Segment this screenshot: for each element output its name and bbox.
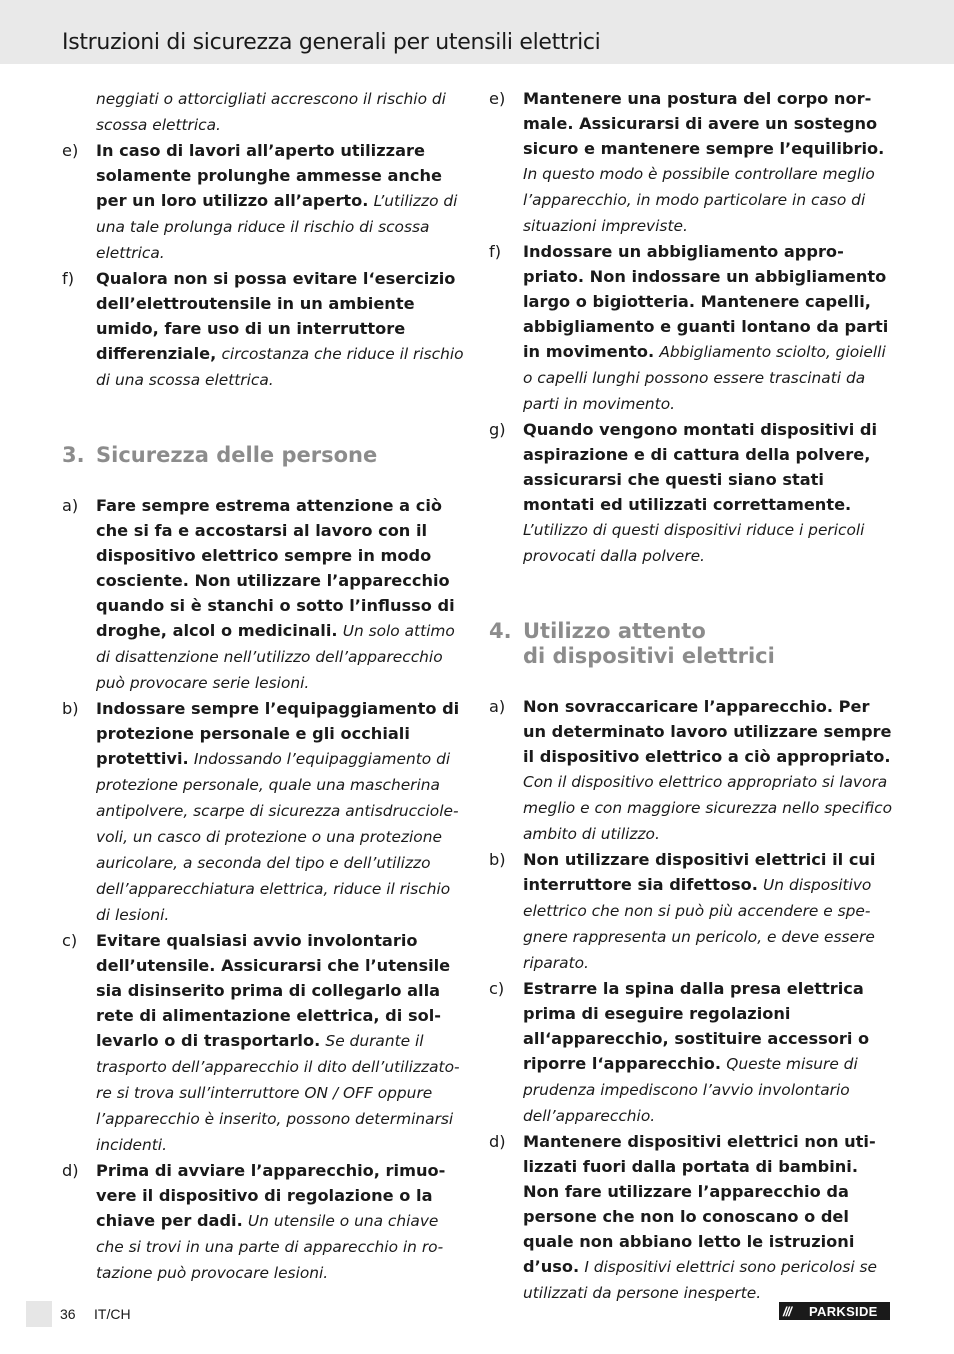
section-heading-4: 4. Utilizzo attento di dispositivi elettrici [489, 619, 775, 668]
list-item-b: b) Non utilizzare dispositivi elettrici il cui interruttore sia difettoso. Un dispositivo elettrico che non si può più accendere e spegnere rappresenta un pericolo, e deve essere riparato. [489, 850, 876, 972]
locale-label: IT/CH [94, 1306, 131, 1322]
list-item-c: c) Estrarre la spina dalla presa elettrica prima di eseguire regolazioni all‘apparecchio, sostituire accessori o riporre l‘apparecchio. Queste misure di prudenza impediscono l’avvio involontario dell’apparecchio. [489, 979, 870, 1125]
list-item-a: a) Fare sempre estrema attenzione a ciò che si fa e accostarsi al lavoro con il dispositivo elettrico sempre in modo cosciente. Non utilizzare l’apparecchio quando si è stanchi o sotto l’influsso di droghe, alcol o medicinali. Un solo attimo di disattenzione nell’utilizzo dell’apparecchio può provocare serie lesioni. [62, 496, 455, 692]
continued-paragraph: neggiati o attorcigliati accrescono il rischio di scossa elettrica. [96, 90, 446, 134]
right-column [489, 86, 893, 1306]
page-title: Istruzioni di sicurezza generali per utensili elettrici [62, 30, 601, 55]
list-item-e: e) In caso di lavori all’aperto utilizzare solamente prolunghe ammesse anche per un loro utilizzo all’aperto. L’utilizzo di una tale prolunga riduce il rischio di scossa elettrica. [62, 141, 458, 262]
list-item-c: c) Evitare qualsiasi avvio involontario dell’utensile. Assicurarsi che l’utensile sia disinserito prima di collegarlo alla rete di alimentazione elettrica, di sollevarlo o di trasportarlo. Se durante il trasporto dell’apparecchio il dito dell’utilizzatore si trova sull’interruttore ON / OFF oppure l’apparecchio è inserito, possono determinarsi incidenti. [62, 931, 460, 1154]
page-header [0, 0, 954, 64]
list-item-a: a) Non sovraccaricare l’apparecchio. Per un determinato lavoro utilizzare sempre il dispositivo elettrico a ciò appropriato. Con il dispositivo elettrico appropriato si lavora meglio e con maggiore sicurezza nello specifico ambito di utilizzo. [489, 697, 893, 843]
parkside-logo [779, 1302, 890, 1320]
list-item-g: g) Quando vengono montati dispositivi di aspirazione e di cattura della polvere, assicurarsi che questi siano stati montati ed utilizzati correttamente. L’utilizzo di questi dispositivi riduce i pericoli provocati dalla polvere. [489, 420, 878, 565]
list-item-e: e) Mantenere una postura del corpo normale. Assicurarsi di avere un sostegno sicuro e mantenere sempre l’equilibrio. In questo modo è possibile controllare meglio l’apparecchio, in modo particolare in caso di situazioni impreviste. [489, 89, 885, 235]
logo-stripes: /// [783, 1303, 791, 1319]
left-column [62, 86, 466, 1286]
list-item-d: d) Prima di avviare l’apparecchio, rimuovere il dispositivo di regolazione o la chiave per dadi. Un utensile o una chiave che si trovi in una parte di apparecchio in rotazione può provocare lesioni. [62, 1161, 446, 1282]
list-item-f: f) Qualora non si possa evitare l‘esercizio dell’elettroutensile in un ambiente umido, fare uso di un interruttore differenziale, circostanza che riduce il rischio di una scossa elettrica. [62, 269, 464, 389]
page-number: 36 [60, 1306, 76, 1322]
list-item-b: b) Indossare sempre l’equipaggiamento di protezione personale e gli occhiali protettivi. Indossando l’equipaggiamento di protezione personale, quale una mascherina antipolvere, scarpe di sicurezza antisdrucciolevoli, un casco di protezione o una protezione auricolare, a seconda del tipo e dell’utilizzo dell’apparecchiatura elettrica, riduce il rischio di lesioni. [62, 699, 460, 924]
footer-marker [26, 1301, 52, 1327]
list-item-f: f) Indossare un abbigliamento appropriato. Non indossare un abbigliamento largo o bigiotteria. Mantenere capelli, abbigliamento e guanti lontano da parti in movimento. Abbigliamento sciolto, gioielli o capelli lunghi possono essere trascinati da parti in movimento. [489, 242, 889, 413]
logo-brand: PARKSIDE [809, 1303, 878, 1319]
section-heading-3: 3. Sicurezza delle persone [62, 443, 378, 467]
list-item-d: d) Mantenere dispositivi elettrici non utilizzati fuori dalla portata di bambini. Non fare utilizzare l’apparecchio da persone che non lo conoscano o del quale non abbiano letto le istruzioni d’uso. I dispositivi elettrici sono pericolosi se utilizzati da persone inesperte. [489, 1132, 877, 1302]
